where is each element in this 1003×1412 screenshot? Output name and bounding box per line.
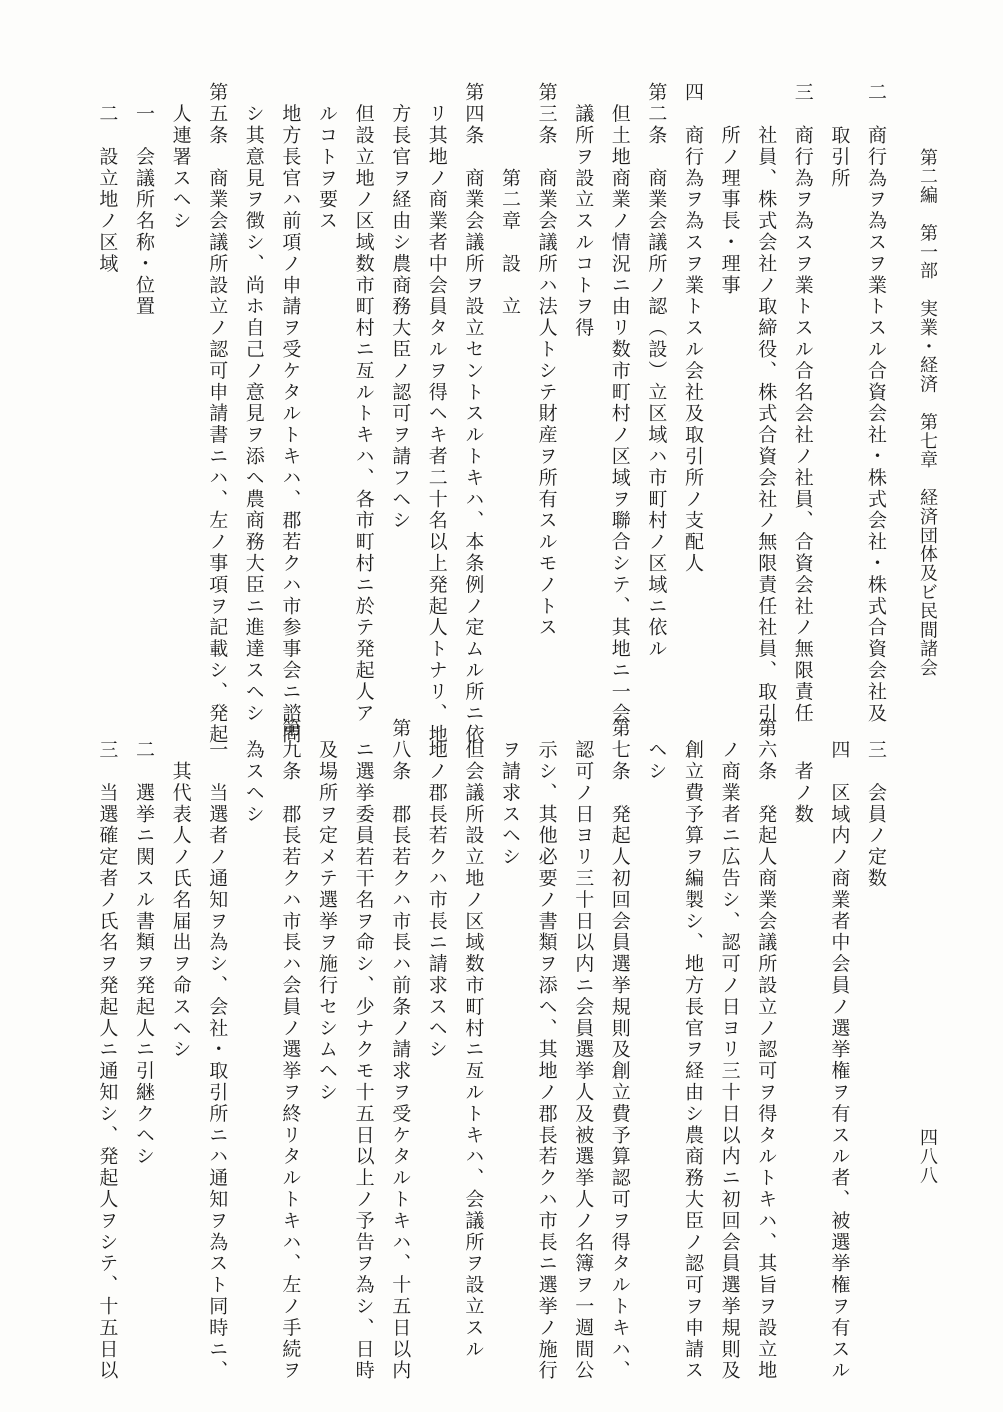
text-line: 社員、株式会社ノ取締役、株式合資会社ノ無限責任社員、取引 xyxy=(755,82,778,724)
text-line: 及場所ヲ定メテ選挙ヲ施行セシムヘシ xyxy=(316,718,338,1104)
text-line: 第二条 商業会議所ノ認（設）立区域ハ市町村ノ区域ニ依ル xyxy=(645,82,668,660)
text-line: 第三条 商業会議所ハ法人トシテ財産ヲ所有スルモノトス xyxy=(535,82,558,639)
text-line: 三 商行為ヲ為スヲ業トスル合名会社ノ社員、合資会社ノ無限責任 xyxy=(791,82,814,724)
text-line: 方長官ヲ経由シ農商務大臣ノ認可ヲ請フヘシ xyxy=(389,82,412,532)
text-line: 三 会員ノ定数 xyxy=(865,718,887,890)
text-line: 地ノ郡長若クハ市長ニ請求スヘシ xyxy=(425,718,448,1061)
text-line: 四 商行為ヲ為スヲ業トスル会社及取引所ノ支配人 xyxy=(682,82,704,575)
text-line: 第五条 商業会議所設立ノ認可申請書ニハ、左ノ事項ヲ記載シ、発起 xyxy=(206,82,229,746)
text-line: 所ノ理事長・理事 xyxy=(718,82,741,296)
text-line: 第四条 商業会議所ヲ設立セントスルトキハ、本条例ノ定ムル所ニ依 xyxy=(462,82,485,746)
page-number: 四八八 xyxy=(917,1128,938,1185)
text-line: 一 会議所名称・位置 xyxy=(133,82,155,318)
text-line: 議所ヲ設立スルコトヲ得 xyxy=(572,82,595,339)
text-line: 認可ノ日ヨリ三十日以内ニ会員選挙人及被選挙人ノ名簿ヲ一週間公 xyxy=(572,718,595,1382)
text-line: 但設立地ノ区域数市町村ニ亙ルトキハ、各市町村ニ於テ発起人ア xyxy=(352,82,375,724)
text-line: 一 当選者ノ通知ヲ為シ、会社・取引所ニハ通知ヲ為スト同時ニ、 xyxy=(206,718,229,1382)
text-line: ニ選挙委員若干名ヲ命シ、少ナクモ十五日以上ノ予告ヲ為シ、日時 xyxy=(352,718,375,1382)
text-line: 地方長官ハ前項ノ申請ヲ受ケタルトキハ、郡若クハ市参事会ニ諮問 xyxy=(279,82,302,746)
text-line: 者ノ数 xyxy=(791,718,814,825)
text-line: 人連署スヘシ xyxy=(169,82,192,232)
text-line: 但土地商業ノ情況ニ由リ数市町村ノ区域ヲ聯合シテ、其地ニ一会 xyxy=(608,82,631,724)
text-line: 二 商行為ヲ為スヲ業トスル合資会社・株式会社・株式合資会社及 xyxy=(865,82,887,724)
text-line: ヲ請求スヘシ xyxy=(499,718,521,868)
text-line: 但会議所設立地ノ区域数市町村ニ亙ルトキハ、会議所ヲ設立スル xyxy=(462,718,485,1360)
text-line: 第八条 郡長若クハ市長ハ前条ノ請求ヲ受ケタルトキハ、十五日以内 xyxy=(389,718,412,1382)
text-line: シ其意見ヲ徴シ、尚ホ自己ノ意見ヲ添ヘ農商務大臣ニ進達スヘシ xyxy=(242,82,265,724)
text-line: 第二章 設 立 xyxy=(499,82,521,318)
text-line: 第九条 郡長若クハ市長ハ会員ノ選挙ヲ終リタルトキハ、左ノ手続ヲ xyxy=(279,718,302,1382)
text-line: 其代表人ノ氏名届出ヲ命スヘシ xyxy=(169,718,192,1061)
text-line: 四 区域内ノ商業者中会員ノ選挙権ヲ有スル者、被選挙権ヲ有スル xyxy=(828,718,851,1382)
text-line: リ其地ノ商業者中会員タルヲ得ヘキ者二十名以上発起人トナリ、地 xyxy=(425,82,448,746)
running-head: 第二編 第一部 実業・経済 第七章 経済団体及ビ民間諸会 xyxy=(917,148,938,678)
text-line: ヘシ xyxy=(645,718,668,783)
text-line: ノ商業者ニ広告シ、認可ノ日ヨリ三十日以内ニ初回会員選挙規則及 xyxy=(718,718,741,1382)
text-line: 三 当選確定者ノ氏名ヲ発起人ニ通知シ、発起人ヲシテ、十五日以 xyxy=(96,718,119,1382)
text-line: 第六条 発起人商業会議所設立ノ認可ヲ得タルトキハ、其旨ヲ設立地 xyxy=(755,718,778,1382)
text-line: 為スヘシ xyxy=(242,718,265,825)
text-line: 第七条 発起人初回会員選挙規則及創立費予算認可ヲ得タルトキハ、 xyxy=(608,718,631,1382)
text-line: 二 選挙ニ関スル書類ヲ発起人ニ引継クヘシ xyxy=(133,718,155,1168)
text-line: ルコトヲ要ス xyxy=(316,82,338,232)
text-line: 示シ、其他必要ノ書類ヲ添ヘ、其地ノ郡長若クハ市長ニ選挙ノ施行 xyxy=(535,718,558,1382)
text-line: 創立費予算ヲ編製シ、地方長官ヲ経由シ農商務大臣ノ認可ヲ申請ス xyxy=(682,718,704,1382)
text-line: 取引所 xyxy=(828,82,851,189)
text-line: 二 設立地ノ区域 xyxy=(96,82,119,275)
